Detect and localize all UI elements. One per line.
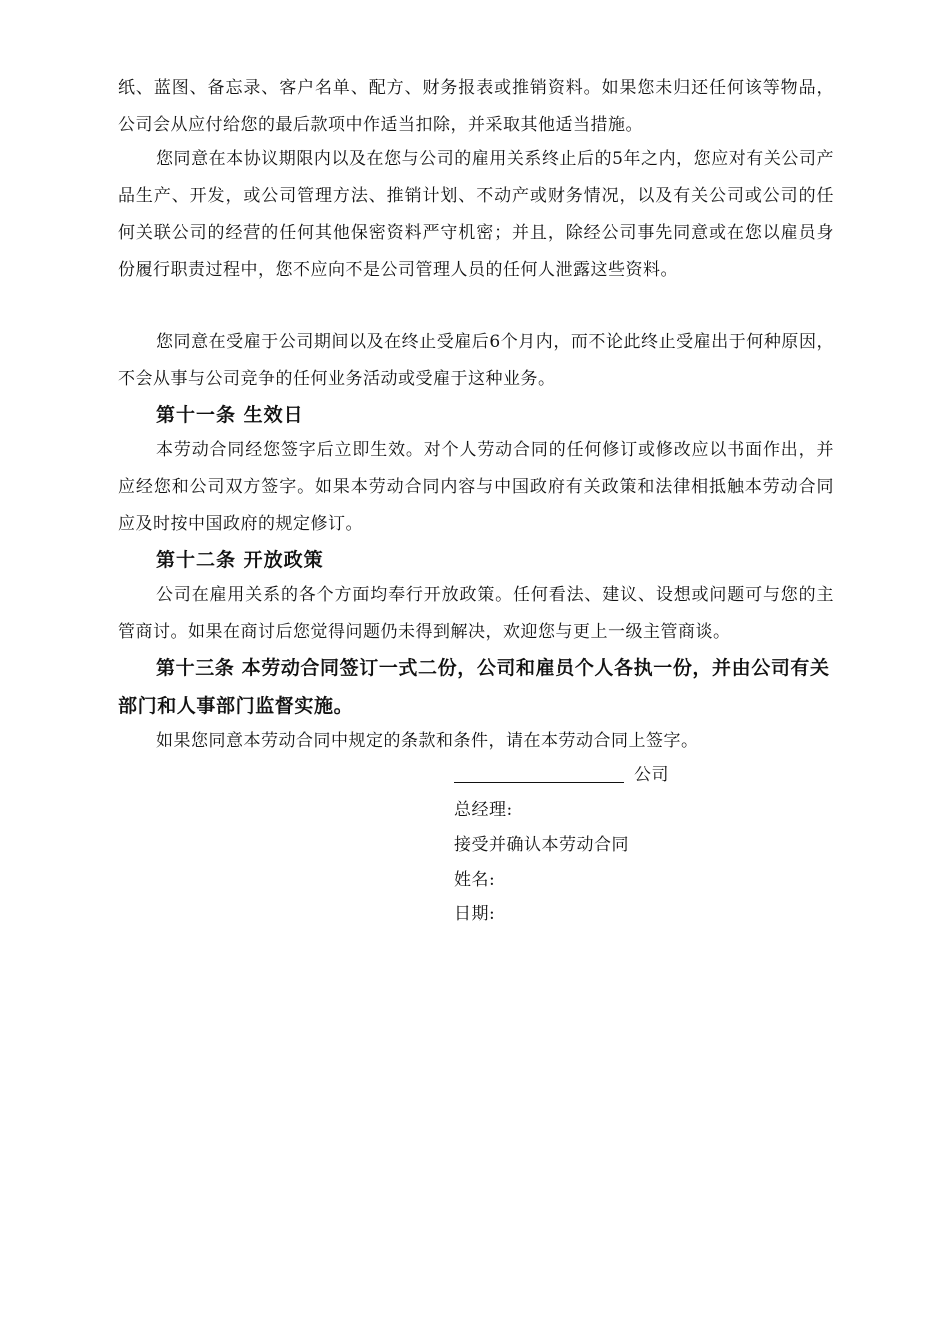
general-manager-label: 总经理: [454,800,513,820]
closing-sentence: 如果您同意本劳动合同中规定的条款和条件，请在本劳动合同上签字。 [156,731,699,751]
paragraph-non-compete: 您同意在受雇于公司期间以及在终止受雇后6个月内，而不论此终止受雇出于何种原因，不会从事与公司竞争的任何业务活动或受雇于这种业务。 [118,332,834,389]
company-name-blank [454,782,624,783]
accept-confirm-label: 接受并确认本劳动合同 [454,835,629,855]
article-12-body: 公司在雇用关系的各个方面均奉行开放政策。任何看法、建议、设想或问题可与您的主管商讨。如果在商讨后您觉得问题仍未得到解决，欢迎您与更上一级主管商谈。 [118,585,834,642]
article-12-heading: 第十二条 开放政策 [156,549,324,571]
paragraph-confidentiality: 您同意在本协议期限内以及在您与公司的雇用关系终止后的5年之内，您应对有关公司产品生产、开发，或公司管理方法、推销计划、不动产或财务情况，以及有关公司或公司的任何关联公司的经营的任何其他保密资料严守机密；并且，除经公司事先同意或在您以雇员身份履行职责过程中，您不应向不是公司管理人员的任何人泄露这些资料。 [118,149,834,280]
date-label: 日期: [454,904,496,924]
article-11-heading: 第十一条 生效日 [156,404,304,426]
paragraph-return-items: 纸、蓝图、备忘录、客户名单、配方、财务报表或推销资料。如果您未归还任何该等物品，公司会从应付给您的最后款项中作适当扣除，并采取其他适当措施。 [118,78,834,135]
article-13-text: 第十三条 本劳动合同签订一式二份，公司和雇员个人各执一份，并由公司有关部门和人事部门监督实施。 [118,657,830,717]
article-11-body: 本劳动合同经您签字后立即生效。对个人劳动合同的任何修订或修改应以书面作出，并应经您和公司双方签字。如果本劳动合同内容与中国政府有关政策和法律相抵触本劳动合同应及时按中国政府的规定修订。 [118,440,834,534]
company-label: 公司 [634,765,669,785]
name-label: 姓名: [454,870,496,890]
